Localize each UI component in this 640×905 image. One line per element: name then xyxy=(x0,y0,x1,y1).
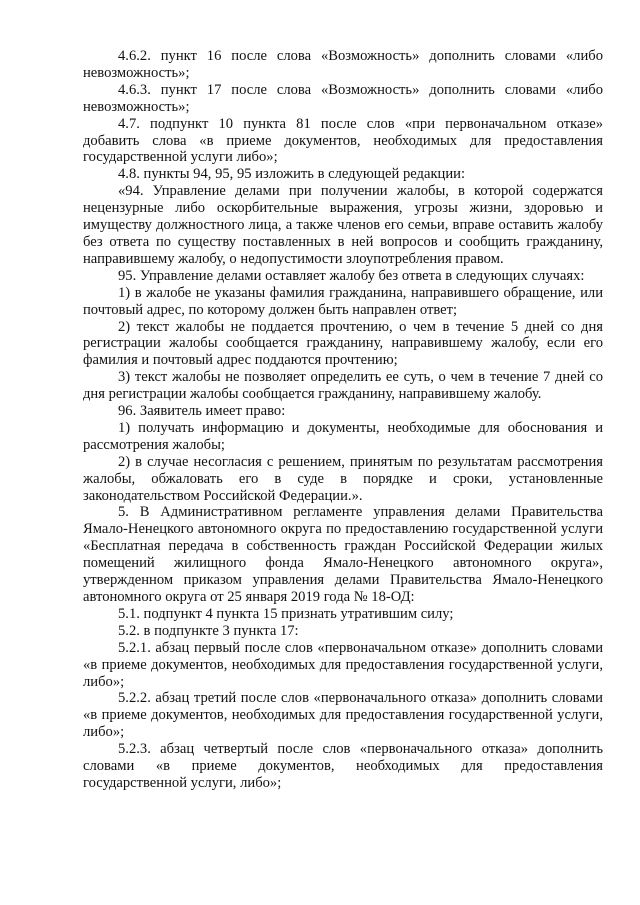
paragraph-95-item-3: 3) текст жалобы не позволяет определить ее суть, о чем в течение 7 дней со дня регистрации жалобы сообщается гражданину, направившему жалобу. xyxy=(83,369,603,403)
paragraph-4-7: 4.7. подпункт 10 пункта 81 после слов «при первоначальном отказе» добавить слова «в приеме документов, необходимых для предоставления государственной услуги либо»; xyxy=(83,115,603,166)
paragraph-95: 95. Управление делами оставляет жалобу без ответа в следующих случаях: xyxy=(118,267,585,284)
paragraph-5-2: 5.2. в подпункте 3 пункта 17: xyxy=(118,622,299,639)
paragraph-5: 5. В Административном регламенте управления делами Правительства Ямало-Ненецкого автономного округа по предоставлению государственной услуги «Бесплатная передача в собственность граждан Российской Федерации жилых помещений жилищного фонда Ямало-Ненецкого автономного округа», утвержденном приказом управления делами Правительства Ямало-Ненецкого автономного округа от 25 января 2019 года № 18-ОД: xyxy=(83,504,603,605)
paragraph-95-item-2: 2) текст жалобы не поддается прочтению, о чем в течение 5 дней со дня регистрации жалобы сообщается гражданину, направившему жалобу, если его фамилия и почтовый адрес поддаются прочтению; xyxy=(83,318,603,369)
paragraph-5-2-3: 5.2.3. абзац четвертый после слов «первоначального отказа» дополнить словами «в приеме документов, необходимых для предоставления государственной услуги, либо»; xyxy=(83,741,603,791)
document-body xyxy=(83,48,603,792)
paragraph-4-8: 4.8. пункты 94, 95, 95 изложить в следующей редакции: xyxy=(118,166,466,183)
paragraph-96-item-2: 2) в случае несогласия с решением, принятым по результатам рассмотрения жалобы, обжаловать его в суде в порядке и сроки, установленные законодательством Российской Федерации.». xyxy=(83,453,603,504)
paragraph-96: 96. Заявитель имеет право: xyxy=(118,403,286,420)
paragraph-4-6-2: 4.6.2. пункт 16 после слова «Возможность» дополнить словами «либо невозможность»; xyxy=(83,48,603,81)
paragraph-94: «94. Управление делами при получении жалобы, в которой содержатся нецензурные либо оскорбительные выражения, угрозы жизни, здоровью и имуществу должностного лица, а также членов его семьи, вправе оставить жалобу без ответа по существу поставленных в ней вопросов и сообщить гражданину, направившему жалобу, о недопустимости злоупотребления правом. xyxy=(83,183,603,267)
paragraph-96-item-1: 1) получать информацию и документы, необходимые для обоснования и рассмотрения жалобы; xyxy=(83,419,603,453)
paragraph-5-2-1: 5.2.1. абзац первый после слов «первоначальном отказе» дополнить словами «в приеме документов, необходимых для предоставления государственной услуги, либо»; xyxy=(83,639,603,690)
paragraph-5-2-2: 5.2.2. абзац третий после слов «первоначального отказа» дополнить словами «в приеме документов, необходимых для предоставления государственной услуги, либо»; xyxy=(83,690,603,741)
paragraph-5-1: 5.1. подпункт 4 пункта 15 признать утратившим силу; xyxy=(118,605,454,622)
paragraph-95-item-1: 1) в жалобе не указаны фамилия гражданина, направившего обращение, или почтовый адрес, по которому должен быть направлен ответ; xyxy=(83,284,603,318)
paragraph-4-6-3: 4.6.3. пункт 17 после слова «Возможность» дополнить словами «либо невозможность»; xyxy=(83,81,603,115)
